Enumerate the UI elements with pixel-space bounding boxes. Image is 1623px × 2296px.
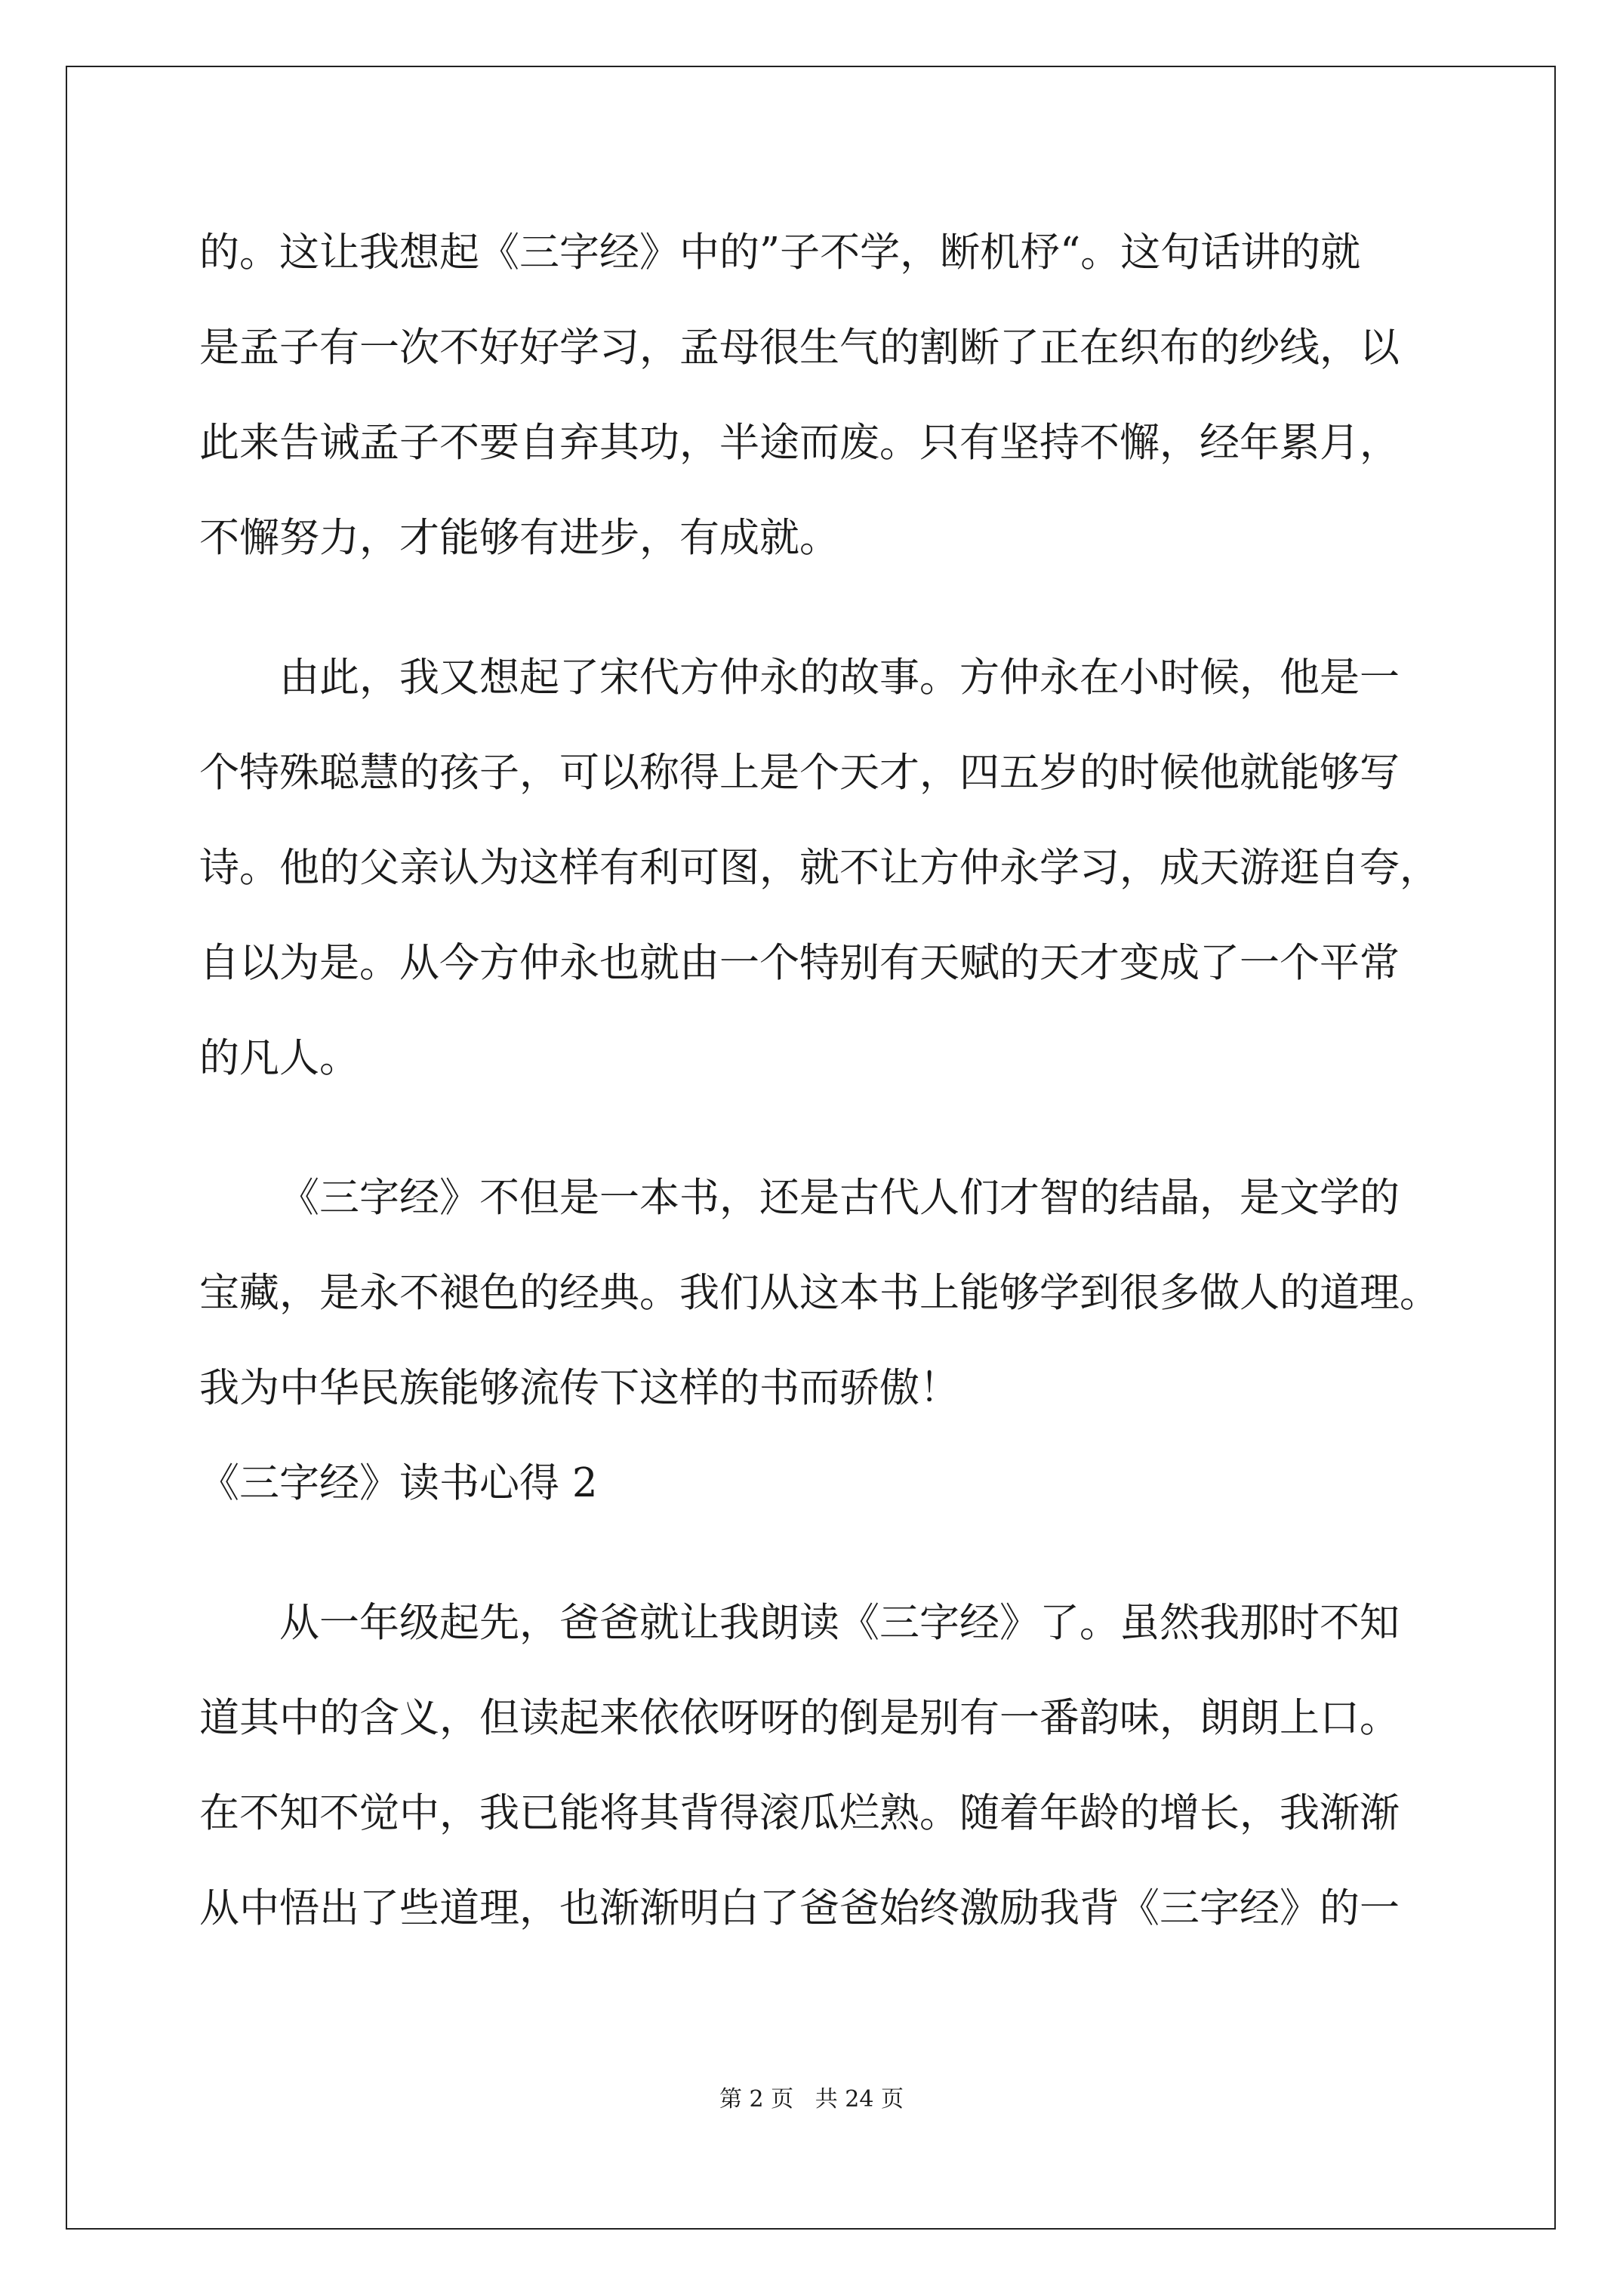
paragraph-line: 宝藏，是永不褪色的经典。我们从这本书上能够学到很多做人的道理。 [199,1270,1440,1316]
paragraph-line: 我为中华民族能够流传下这样的书而骄傲！ [199,1365,959,1411]
section-heading: 《三字经》读书心得 2 [199,1460,598,1506]
paragraph-line: 从中悟出了些道理，也渐渐明白了爸爸始终激励我背《三字经》的一 [199,1885,1400,1931]
paragraph-line: 个特殊聪慧的孩子，可以称得上是个天才，四五岁的时候他就能够写 [199,750,1400,796]
paragraph-line: 由此，我又想起了宋代方仲永的故事。方仲永在小时候，他是一 [279,655,1400,701]
paragraph-line: 的凡人。 [199,1035,359,1081]
paragraph-line: 的。这让我想起《三字经》中的”子不学，断机杼“。这句话讲的就 [199,230,1361,276]
paragraph-line: 是孟子有一次不好好学习，孟母很生气的割断了正在织布的纱线，以 [199,325,1400,371]
paragraph-line: 自以为是。从今方仲永也就由一个特别有天赋的天才变成了一个平常 [199,940,1400,986]
paragraph-line: 诗。他的父亲认为这样有利可图，就不让方仲永学习，成天游逛自夸， [199,845,1440,891]
paragraph-line: 道其中的含义，但读起来依依呀呀的倒是别有一番韵味，朗朗上口。 [199,1695,1400,1741]
paragraph-line: 此来告诫孟子不要自弃其功，半途而废。只有坚持不懈，经年累月， [199,420,1400,466]
page-number-footer: 第 2 页 共 24 页 [719,2086,904,2113]
paragraph-line: 从一年级起先，爸爸就让我朗读《三字经》了。虽然我那时不知 [279,1600,1400,1646]
paragraph-line: 在不知不觉中，我已能将其背得滚瓜烂熟。随着年龄的增长，我渐渐 [199,1790,1400,1836]
paragraph-line: 《三字经》不但是一本书，还是古代人们才智的结晶，是文学的 [279,1175,1400,1221]
paragraph-line: 不懈努力，才能够有进步，有成就。 [199,515,839,561]
